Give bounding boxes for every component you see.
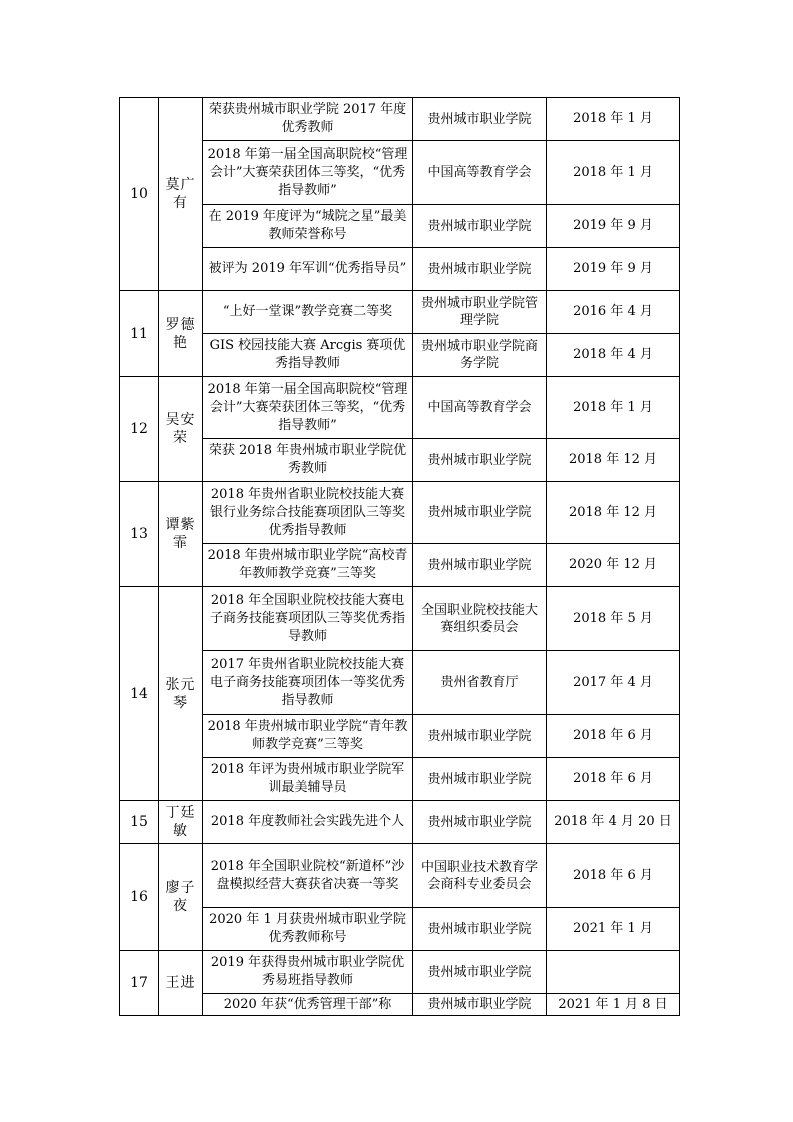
table-row	[120, 951, 680, 994]
table-row	[120, 482, 680, 544]
table-row	[120, 439, 680, 482]
award-description: 2018 年评为贵州城市职业学院军训最美辅导员	[203, 758, 413, 801]
row-number: 10	[120, 98, 159, 291]
row-number: 13	[120, 482, 159, 587]
table-row	[120, 715, 680, 758]
award-date: 2019 年 9 月	[547, 205, 680, 248]
award-date: 2018 年 4 月 20 日	[547, 801, 680, 844]
award-date: 2018 年 1 月	[547, 141, 680, 205]
teacher-name: 王进	[159, 951, 203, 1016]
awarding-organization: 贵州城市职业学院	[413, 544, 547, 587]
awarding-organization: 贵州城市职业学院商务学院	[413, 334, 547, 377]
award-date: 2016 年 4 月	[547, 291, 680, 334]
table-row	[120, 377, 680, 439]
awarding-organization: 贵州城市职业学院	[413, 482, 547, 544]
award-description: 2017 年贵州省职业院校技能大赛电子商务技能赛项团体一等奖优秀指导教师	[203, 651, 413, 715]
table-row	[120, 587, 680, 651]
table-row	[120, 651, 680, 715]
row-number: 16	[120, 844, 159, 951]
award-description: 2018 年全国职业院校“新道杯”沙盘模拟经营大赛获省决赛一等奖	[203, 844, 413, 908]
row-number: 17	[120, 951, 159, 1016]
awards-table-body	[120, 98, 680, 1016]
award-date: 2020 年 12 月	[547, 544, 680, 587]
table-row	[120, 844, 680, 908]
award-description: 2019 年获得贵州城市职业学院优秀易班指导教师	[203, 951, 413, 994]
award-description: 荣获贵州城市职业学院 2017 年度优秀教师	[203, 98, 413, 141]
row-number: 11	[120, 291, 159, 377]
table-row	[120, 248, 680, 291]
award-description: 2018 年度教师社会实践先进个人	[203, 801, 413, 844]
award-description: 荣获 2018 年贵州城市职业学院优秀教师	[203, 439, 413, 482]
award-description: 2018 年第一届全国高职院校“管理会计”大赛荣获团体三等奖，“优秀指导教师”	[203, 141, 413, 205]
award-date: 2018 年 12 月	[547, 439, 680, 482]
awarding-organization: 中国高等教育学会	[413, 377, 547, 439]
table-row	[120, 908, 680, 951]
award-description: 被评为 2019 年军训“优秀指导员”	[203, 248, 413, 291]
award-date: 2019 年 9 月	[547, 248, 680, 291]
awarding-organization: 贵州省教育厅	[413, 651, 547, 715]
award-date: 2018 年 6 月	[547, 715, 680, 758]
award-date: 2018 年 6 月	[547, 758, 680, 801]
awarding-organization: 贵州城市职业学院	[413, 801, 547, 844]
teacher-name: 丁廷敏	[159, 801, 203, 844]
row-number: 12	[120, 377, 159, 482]
teacher-name: 廖子夜	[159, 844, 203, 951]
award-description: 2020 年获“优秀管理干部”称	[203, 994, 413, 1016]
award-description: “上好一堂课”教学竞赛二等奖	[203, 291, 413, 334]
award-description: 2020 年 1 月获贵州城市职业学院优秀教师称号	[203, 908, 413, 951]
awards-table	[119, 97, 680, 1016]
table-row	[120, 544, 680, 587]
table-row	[120, 334, 680, 377]
awarding-organization: 贵州城市职业学院	[413, 715, 547, 758]
awarding-organization: 中国职业技术教育学会商科专业委员会	[413, 844, 547, 908]
award-date: 2018 年 6 月	[547, 844, 680, 908]
awarding-organization: 贵州城市职业学院	[413, 205, 547, 248]
teacher-name: 莫广有	[159, 98, 203, 291]
table-row	[120, 291, 680, 334]
table-row	[120, 801, 680, 844]
awarding-organization: 贵州城市职业学院	[413, 98, 547, 141]
awarding-organization: 中国高等教育学会	[413, 141, 547, 205]
teacher-name: 罗德艳	[159, 291, 203, 377]
awarding-organization: 贵州城市职业学院	[413, 439, 547, 482]
award-description: 2018 年全国职业院校技能大赛电子商务技能赛项团队三等奖优秀指导教师	[203, 587, 413, 651]
awarding-organization: 贵州城市职业学院	[413, 908, 547, 951]
award-date: 2021 年 1 月 8 日	[547, 994, 680, 1016]
award-date	[547, 951, 680, 994]
awarding-organization: 贵州城市职业学院	[413, 248, 547, 291]
award-date: 2017 年 4 月	[547, 651, 680, 715]
row-number: 14	[120, 587, 159, 801]
award-date: 2021 年 1 月	[547, 908, 680, 951]
award-description: GIS 校园技能大赛 Arcgis 赛项优秀指导教师	[203, 334, 413, 377]
awarding-organization: 贵州城市职业学院	[413, 951, 547, 994]
table-row	[120, 98, 680, 141]
award-description: 2018 年第一届全国高职院校“管理会计”大赛荣获团体三等奖，“优秀指导教师”	[203, 377, 413, 439]
awarding-organization: 全国职业院校技能大赛组织委员会	[413, 587, 547, 651]
teacher-name: 谭紫霏	[159, 482, 203, 587]
awarding-organization: 贵州城市职业学院	[413, 758, 547, 801]
award-description: 在 2019 年度评为“城院之星”最美教师荣誉称号	[203, 205, 413, 248]
table-row	[120, 994, 680, 1016]
table-row	[120, 205, 680, 248]
table-row	[120, 758, 680, 801]
awarding-organization: 贵州城市职业学院管理学院	[413, 291, 547, 334]
award-description: 2018 年贵州城市职业学院“青年教师教学竞赛”三等奖	[203, 715, 413, 758]
row-number: 15	[120, 801, 159, 844]
award-date: 2018 年 12 月	[547, 482, 680, 544]
award-date: 2018 年 1 月	[547, 377, 680, 439]
award-description: 2018 年贵州省职业院校技能大赛银行业务综合技能赛项团队三等奖优秀指导教师	[203, 482, 413, 544]
awarding-organization: 贵州城市职业学院	[413, 994, 547, 1016]
table-row	[120, 141, 680, 205]
award-description: 2018 年贵州城市职业学院“高校青年教师教学竞赛”三等奖	[203, 544, 413, 587]
award-date: 2018 年 4 月	[547, 334, 680, 377]
award-date: 2018 年 1 月	[547, 98, 680, 141]
teacher-name: 吴安荣	[159, 377, 203, 482]
teacher-name: 张元琴	[159, 587, 203, 801]
award-date: 2018 年 5 月	[547, 587, 680, 651]
